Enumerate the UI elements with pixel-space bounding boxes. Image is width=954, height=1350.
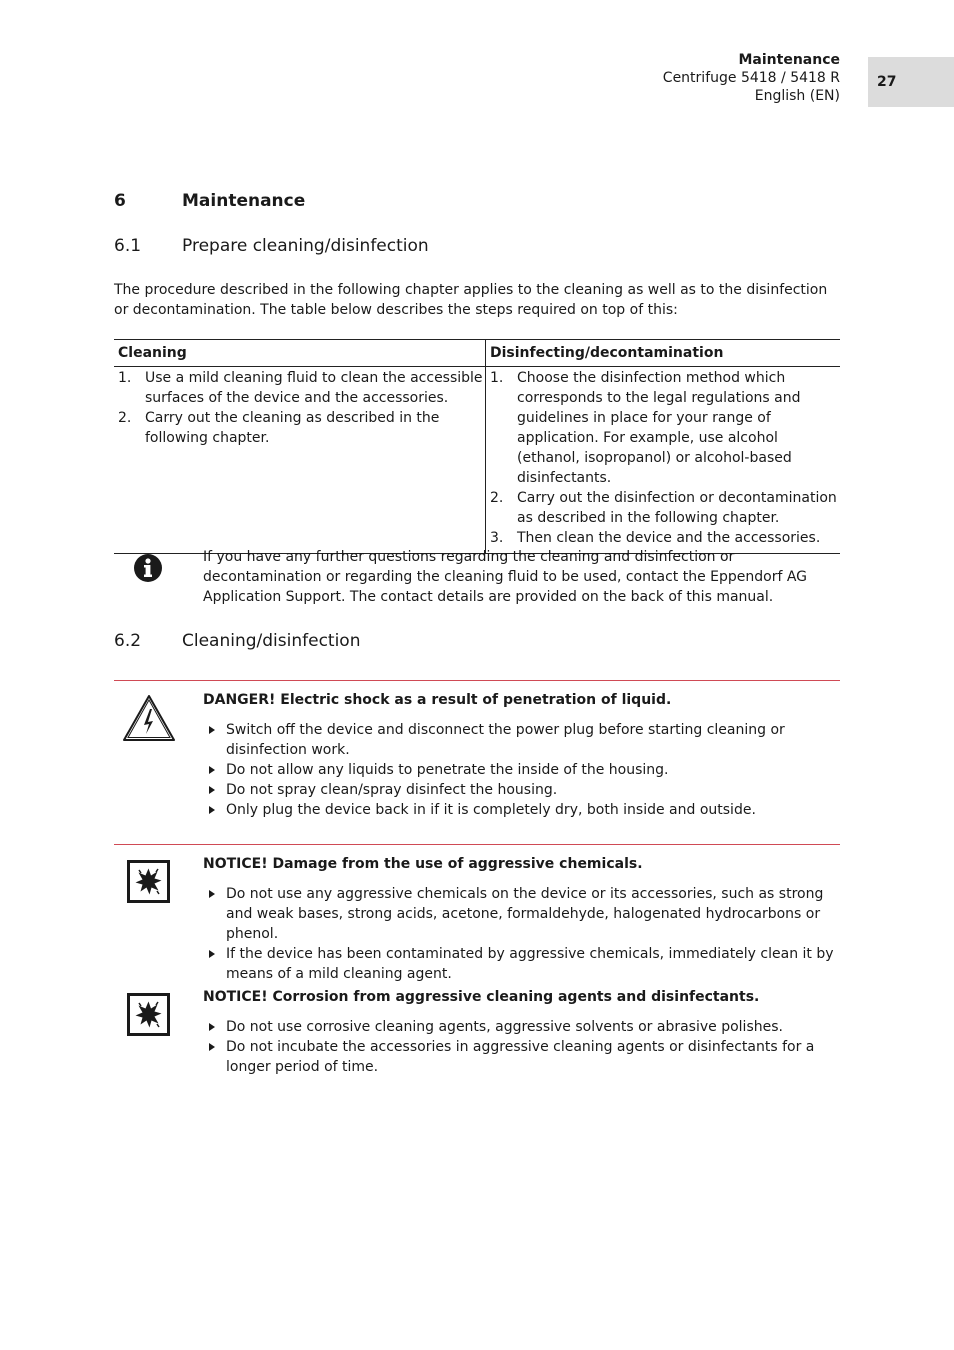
page-number: 27 xyxy=(868,57,954,107)
section-heading-6-2 xyxy=(114,630,360,652)
intro-paragraph: The procedure described in the following chapter applies to the cleaning as well as to the disinfection or decontamination. The table below describes the steps required on top of this: xyxy=(114,282,828,318)
electric-shock-warning-icon xyxy=(122,694,176,742)
cleaning-cell xyxy=(114,367,486,554)
section-title: Prepare cleaning/disinfection xyxy=(182,236,429,256)
bullet-arrow-icon xyxy=(209,1043,215,1051)
info-note-text: If you have any further questions regarding the cleaning and disinfection or decontamination or regarding the cleaning fluid to be used, contact the Eppendorf AG Application Support. The contact details are provided on the back of this manual. xyxy=(203,549,808,605)
list-item: 3. Then clean the device and the accessories. xyxy=(490,530,821,546)
info-icon xyxy=(133,553,163,583)
list-item: Do not allow any liquids to penetrate the inside of the housing. xyxy=(203,760,843,780)
notice1-title: NOTICE! Damage from the use of aggressive chemicals. xyxy=(203,856,643,872)
notice2-block xyxy=(203,987,843,1077)
bullet-arrow-icon xyxy=(209,786,215,794)
section-title: Maintenance xyxy=(182,191,306,211)
notice1-list xyxy=(203,884,843,984)
cleaning-steps xyxy=(114,368,485,448)
bullet-arrow-icon xyxy=(209,766,215,774)
bullet-arrow-icon xyxy=(209,1023,215,1031)
bullet-arrow-icon xyxy=(209,950,215,958)
bullet-arrow-icon xyxy=(209,806,215,814)
list-item: Do not use corrosive cleaning agents, aggressive solvents or abrasive polishes. xyxy=(203,1017,843,1037)
notice-damage-icon xyxy=(127,993,170,1036)
bullet-arrow-icon xyxy=(209,726,215,734)
list-item: 2. Carry out the cleaning as described in the following chapter. xyxy=(118,410,440,446)
notice-damage-icon xyxy=(127,860,170,903)
list-item: If the device has been contaminated by aggressive chemicals, immediately clean it by means of a mild cleaning agent. xyxy=(203,944,843,984)
notice1-block xyxy=(203,854,843,984)
section-number: 6.2 xyxy=(114,631,142,651)
section-heading-6 xyxy=(114,190,305,212)
danger-bottom-rule xyxy=(114,844,840,845)
list-item: Do not use any aggressive chemicals on the device or its accessories, such as strong and weak bases, strong acids, acetone, formaldehyde, halogenated hydrocarbons or phenol. xyxy=(203,884,843,944)
disinfection-cell xyxy=(486,367,841,554)
column-header-cleaning: Cleaning xyxy=(114,340,486,367)
section-number: 6.1 xyxy=(114,236,142,256)
list-item: 1. Choose the disinfection method which corresponds to the legal regulations and guidelines in place for your range of application. For example, use alcohol (ethanol, isopropanol) or alcohol-based disinfectants. xyxy=(490,370,801,486)
notice2-title: NOTICE! Corrosion from aggressive cleaning agents and disinfectants. xyxy=(203,989,760,1005)
section-number: 6 xyxy=(114,191,126,211)
section-title: Cleaning/disinfection xyxy=(182,631,361,651)
header-language: English (EN) xyxy=(754,88,840,104)
notice2-list xyxy=(203,1017,843,1077)
list-item: Do not spray clean/spray disinfect the housing. xyxy=(203,780,843,800)
running-header xyxy=(663,51,840,105)
bullet-arrow-icon xyxy=(209,890,215,898)
column-header-disinfection: Disinfecting/decontamination xyxy=(486,340,841,367)
list-item: Do not incubate the accessories in aggressive cleaning agents or disinfectants for a longer period of time. xyxy=(203,1037,843,1077)
list-item: 1. Use a mild cleaning fluid to clean the accessible surfaces of the device and the accessories. xyxy=(118,370,483,406)
list-item: Switch off the device and disconnect the power plug before starting cleaning or disinfection work. xyxy=(203,720,843,760)
list-item: 2. Carry out the disinfection or decontamination as described in the following chapter. xyxy=(490,490,837,526)
danger-top-rule xyxy=(114,680,840,681)
danger-title: DANGER! Electric shock as a result of penetration of liquid. xyxy=(203,692,672,708)
danger-block xyxy=(203,690,843,820)
danger-list xyxy=(203,720,843,820)
list-item: Only plug the device back in if it is completely dry, both inside and outside. xyxy=(203,800,843,820)
header-chapter: Maintenance xyxy=(738,52,840,68)
header-product: Centrifuge 5418 / 5418 R xyxy=(662,70,840,86)
section-heading-6-1 xyxy=(114,235,429,257)
steps-table xyxy=(114,339,840,554)
disinfection-steps xyxy=(486,368,840,548)
